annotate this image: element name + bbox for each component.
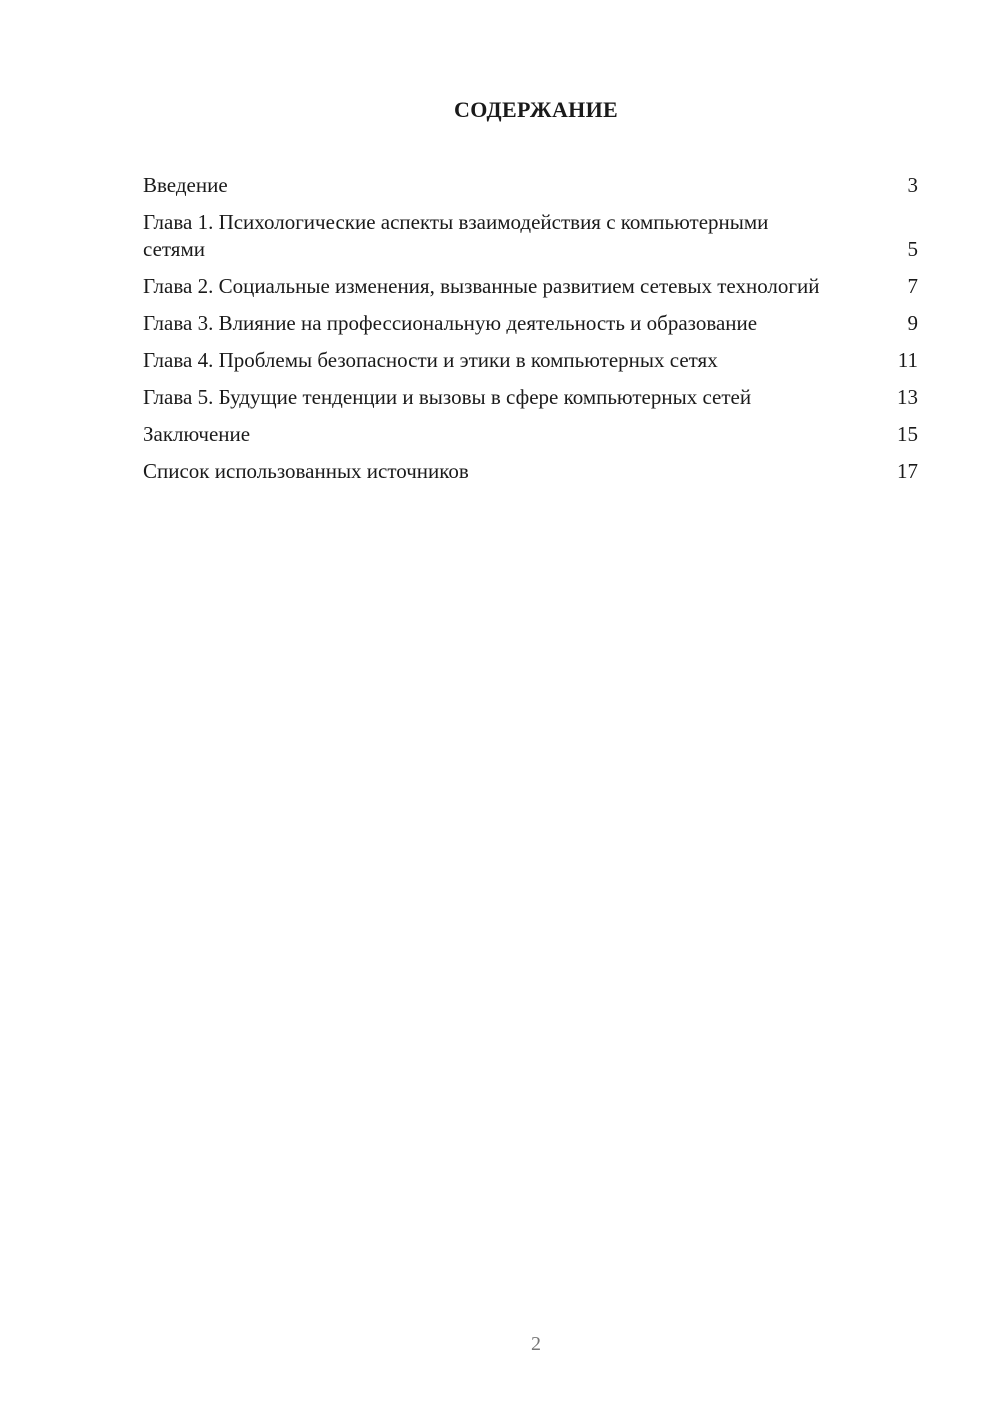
toc-entry-chapter-5[interactable] xyxy=(143,384,918,411)
page-number: 2 xyxy=(531,1333,541,1355)
toc-entry-text: Глава 2. Социальные изменения, вызванные развитием сетевых технологий xyxy=(143,274,820,298)
toc-entry-page: 17 xyxy=(897,459,918,483)
toc-entry-page: 13 xyxy=(897,385,918,409)
toc-entry-page: 7 xyxy=(907,274,918,298)
toc-entry-conclusion[interactable] xyxy=(143,421,918,448)
toc-entry-page: 3 xyxy=(907,173,918,197)
toc-entry-text: Список использованных источников xyxy=(143,459,469,483)
toc-entry-introduction[interactable] xyxy=(143,172,918,199)
toc-entry-chapter-1[interactable] xyxy=(143,209,918,263)
toc-entry-chapter-2[interactable] xyxy=(143,273,918,300)
toc-entry-text: Глава 3. Влияние на профессиональную деятельность и образование xyxy=(143,311,758,335)
toc-entry-page: 11 xyxy=(897,348,918,372)
toc-entry-page: 15 xyxy=(897,422,918,446)
toc-entry-text: Заключение xyxy=(143,422,251,446)
toc-entry-references[interactable] xyxy=(143,458,918,485)
toc-entry-chapter-4[interactable] xyxy=(143,347,918,374)
toc-entry-page: 9 xyxy=(907,311,918,335)
page-title: СОДЕРЖАНИЕ xyxy=(454,97,618,122)
toc-entry-text: Введение xyxy=(143,173,228,197)
toc-entry-text: Глава 5. Будущие тенденции и вызовы в сфере компьютерных сетей xyxy=(143,385,752,409)
table-of-contents xyxy=(143,172,918,495)
toc-entry-text: Глава 4. Проблемы безопасности и этики в компьютерных сетях xyxy=(143,348,718,372)
toc-entry-page: 5 xyxy=(907,237,918,261)
toc-entry-text: Глава 1. Психологические аспекты взаимодействия с компьютерными сетями xyxy=(143,210,769,261)
toc-entry-chapter-3[interactable] xyxy=(143,310,918,337)
